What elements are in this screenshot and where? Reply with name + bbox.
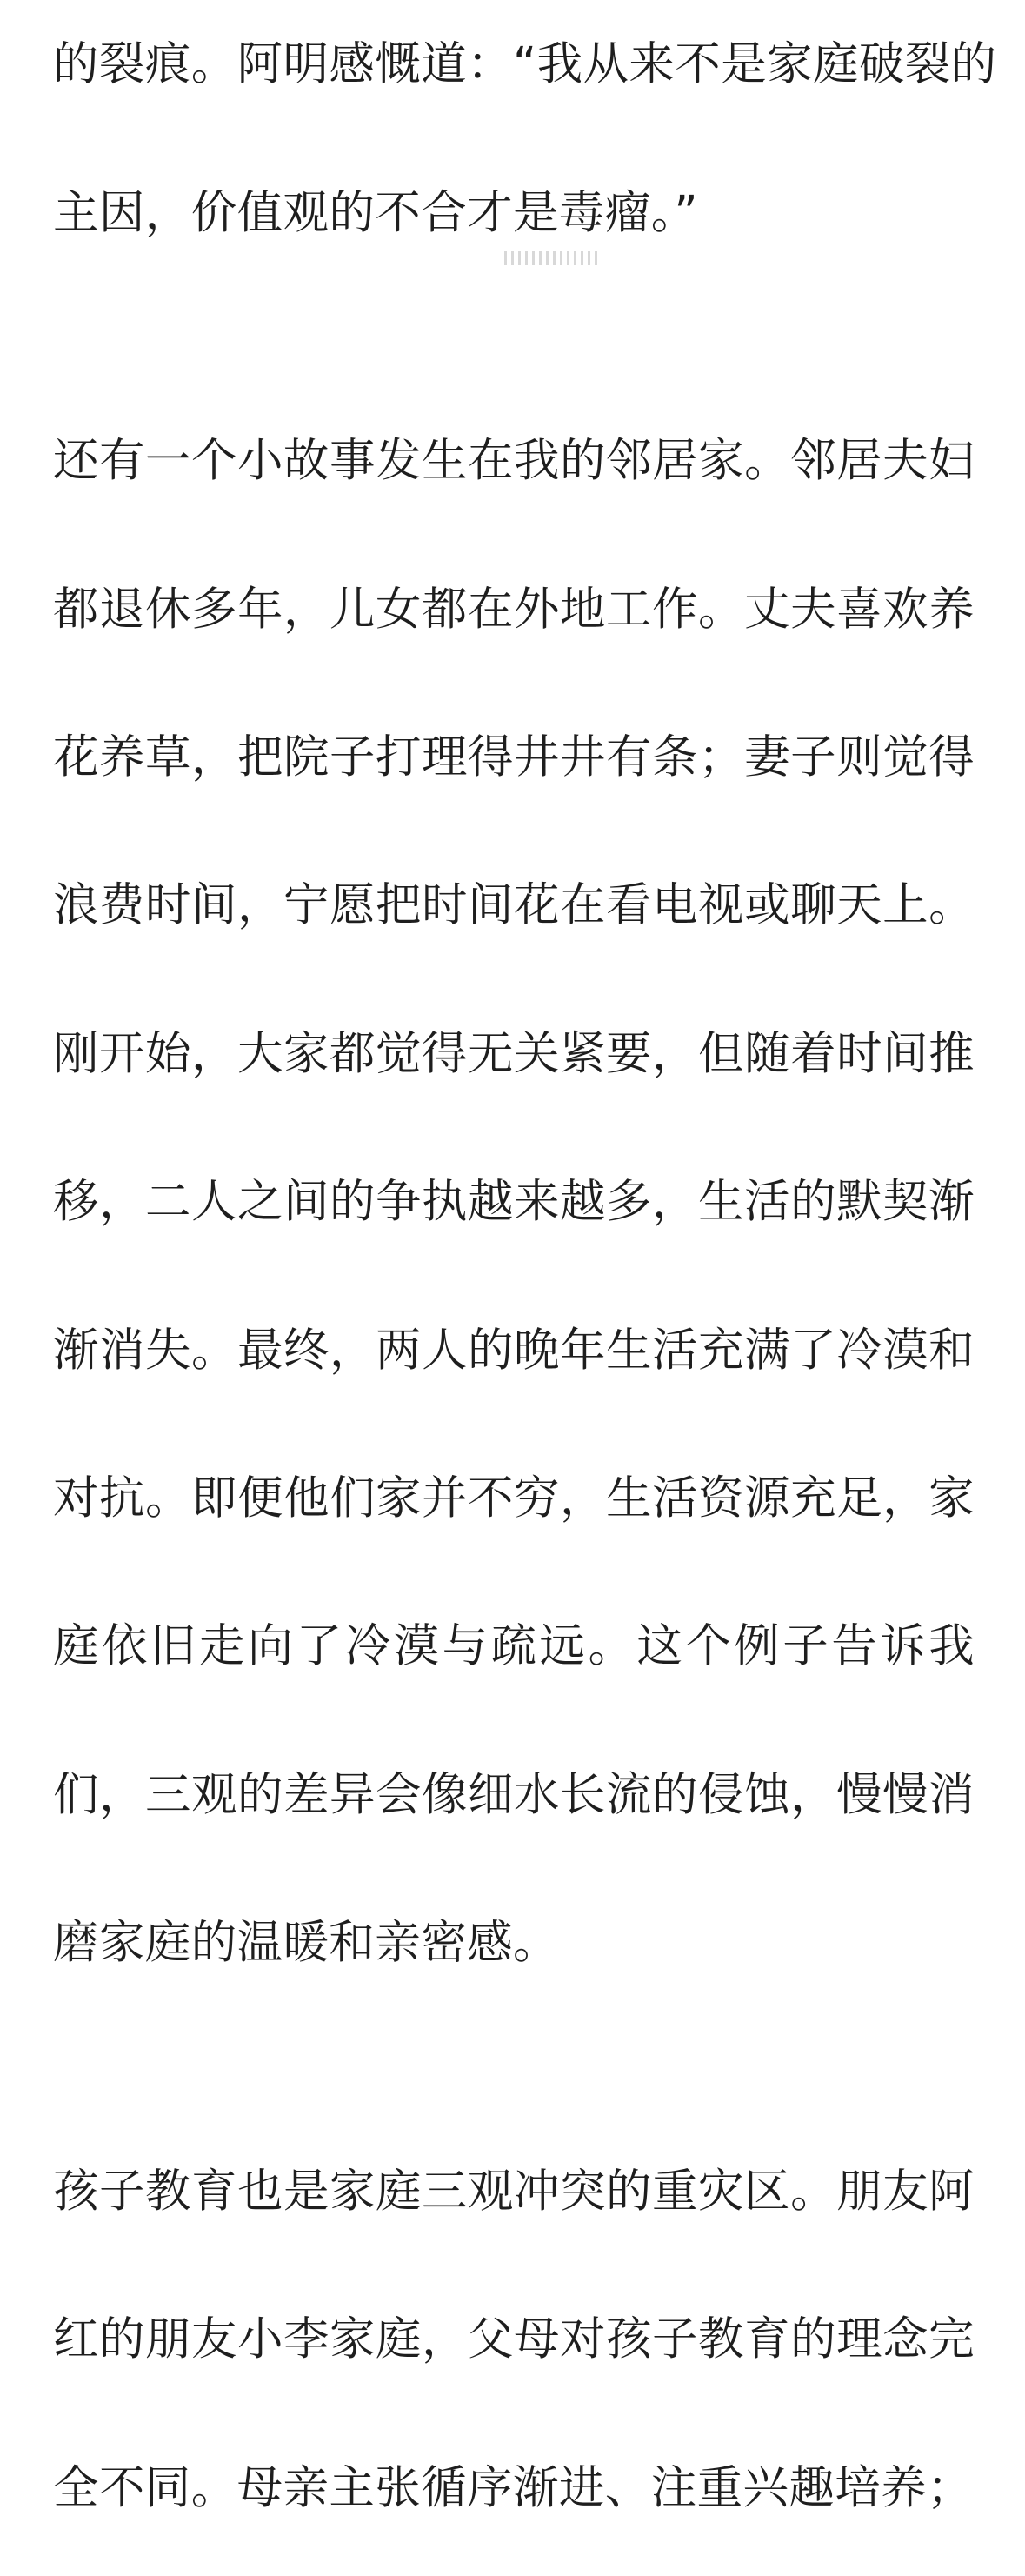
text-line: 对抗。即便他们家并不穷，生活资源充足，家	[53, 1472, 975, 1525]
text-line: 移，二人之间的争执越来越多，生活的默契渐	[53, 1175, 975, 1229]
text-line: 磨家庭的温暖和亲密感。	[53, 1916, 559, 1970]
paragraph-2	[53, 350, 975, 2054]
text-line: 红的朋友小李家庭，父母对孩子教育的理念完	[53, 2312, 975, 2366]
text-line: 全不同。母亲主张循序渐进、注重兴趣培养；	[53, 2460, 974, 2514]
text-line: 们，三观的差异会像细水长流的侵蚀，慢慢消	[53, 1767, 975, 1821]
text-line: 刚开始，大家都觉得无关紧要，但随着时间推	[53, 1026, 975, 1080]
text-line: 的裂痕。阿明感慨道：“我从来不是家庭破裂的	[53, 37, 997, 91]
text-line: 花养草，把院子打理得井井有条；妻子则觉得	[53, 731, 975, 784]
paragraph-1	[53, 0, 997, 324]
text-line: 都退休多年，儿女都在外地工作。丈夫喜欢养	[53, 582, 975, 636]
text-line: 浪费时间，宁愿把时间花在看电视或聊天上。	[53, 878, 975, 932]
text-line: 孩子教育也是家庭三观冲突的重灾区。朋友阿	[53, 2164, 975, 2218]
text-line: 主因，价值观的不合才是毒瘤。”	[53, 185, 698, 239]
text-line: 还有一个小故事发生在我的邻居家。邻居夫妇	[53, 434, 975, 488]
article-body	[53, 0, 997, 2576]
text-line: 庭依旧走向了冷漠与疏远。这个例子告诉我	[53, 1619, 975, 1673]
text-line: 渐消失。最终，两人的晚年生活充满了冷漠和	[53, 1323, 975, 1377]
paragraph-3	[53, 2080, 975, 2576]
